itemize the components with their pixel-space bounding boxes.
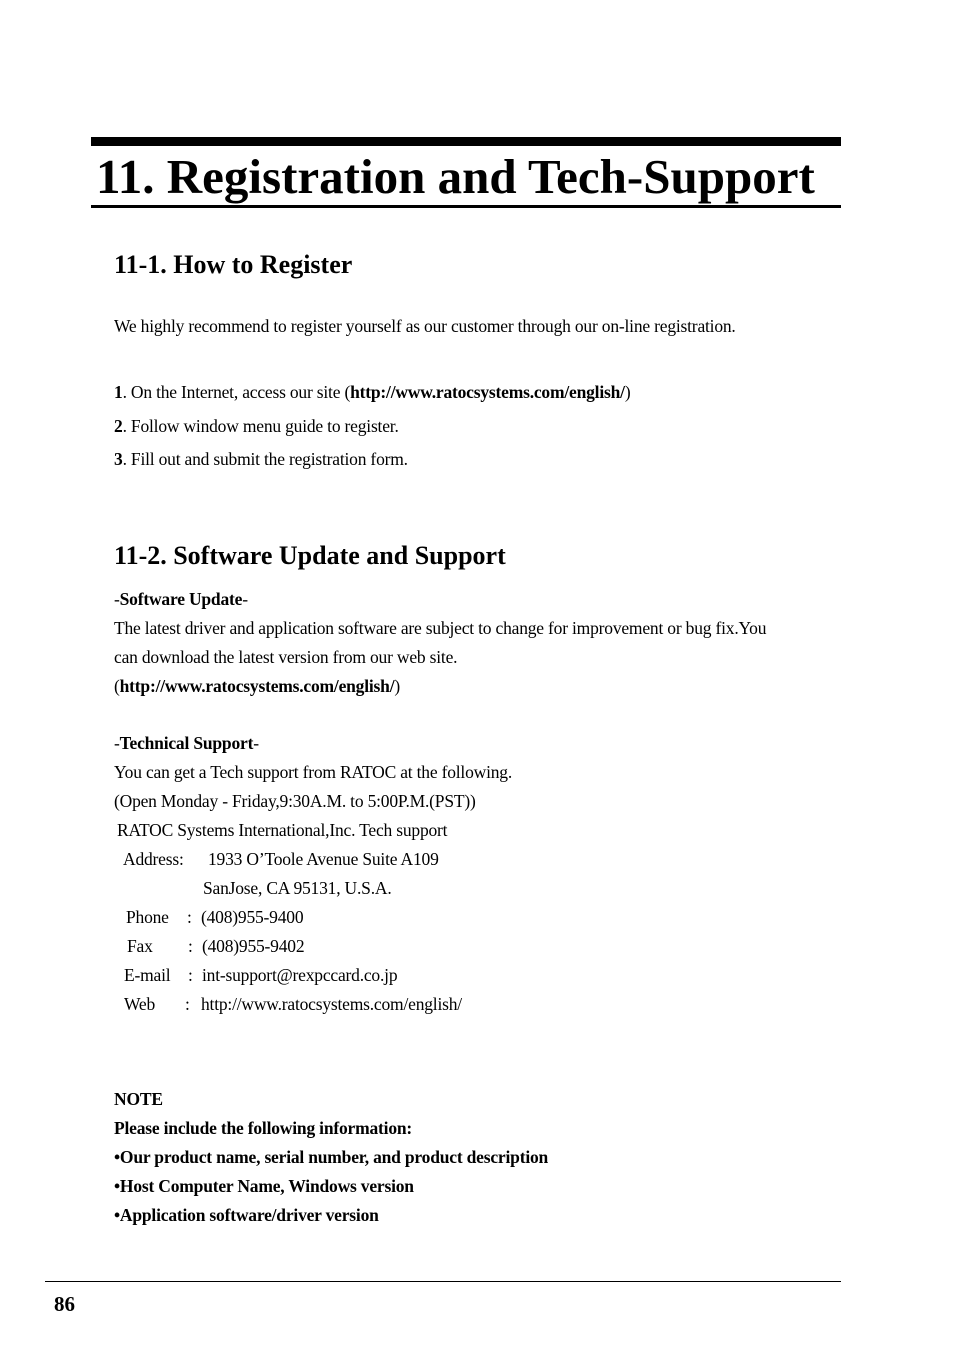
register-step-3	[114, 449, 408, 470]
chapter-title: 11. Registration and Tech-Support	[96, 149, 815, 204]
software-update-text-1: The latest driver and application software are subject to change for improvement or bug fix.You	[114, 618, 767, 638]
address-line-2: SanJose, CA 95131, U.S.A.	[203, 878, 392, 898]
step-text: . On the Internet, access our site (	[122, 382, 351, 402]
note-item: •Application software/driver version	[114, 1205, 379, 1225]
section-heading-how-to-register: 11-1. How to Register	[114, 250, 353, 279]
step-text: . Fill out and submit the registration form.	[122, 449, 408, 469]
software-update-label: -Software Update-	[114, 589, 248, 609]
page-number: 86	[54, 1292, 75, 1316]
email-value[interactable]: int-support@rexpccard.co.jp	[202, 965, 398, 985]
section-heading-software-update: 11-2. Software Update and Support	[114, 541, 506, 570]
support-email: E-mail : int-support@rexpccard.co.jp	[114, 961, 834, 990]
note-intro: Please include the following information:	[114, 1118, 413, 1138]
step-text: . Follow window menu guide to register.	[122, 416, 399, 436]
address-label: Address:	[123, 849, 184, 869]
note-block	[114, 1085, 548, 1230]
web-value[interactable]: http://www.ratocsystems.com/english/	[201, 994, 462, 1014]
footer-rule	[45, 1281, 841, 1282]
software-update-url-line: (http://www.ratocsystems.com/english/)	[114, 676, 401, 696]
support-hours: (Open Monday - Friday,9:30A.M. to 5:00P.M.(PST))	[114, 791, 476, 811]
phone-value: (408)955-9400	[201, 907, 304, 927]
register-step-1	[114, 382, 630, 403]
software-update-block	[114, 585, 766, 701]
phone-label: Phone	[126, 907, 169, 927]
registration-site-link[interactable]: http://www.ratocsystems.com/english/	[350, 382, 625, 402]
address-line-1: 1933 O’Toole Avenue Suite A109	[208, 849, 439, 869]
software-update-text-2: can download the latest version from our web site.	[114, 647, 458, 667]
support-phone: Phone : (408)955-9400	[114, 903, 834, 932]
email-label: E-mail	[124, 965, 171, 985]
step-number: 1	[114, 382, 123, 402]
chapter-underline-rule	[91, 205, 841, 208]
note-item: •Our product name, serial number, and product description	[114, 1147, 549, 1167]
fax-label: Fax	[127, 936, 153, 956]
note-title: NOTE	[114, 1089, 163, 1109]
step-number: 3	[114, 449, 123, 469]
chapter-top-rule	[91, 137, 841, 146]
support-address	[114, 845, 834, 874]
fax-value: (408)955-9402	[202, 936, 305, 956]
note-item: •Host Computer Name, Windows version	[114, 1176, 414, 1196]
support-text-1: You can get a Tech support from RATOC at the following.	[114, 762, 513, 782]
step-number: 2	[114, 416, 123, 436]
support-company: RATOC Systems International,Inc. Tech support	[117, 820, 448, 840]
technical-support-block	[114, 729, 834, 1019]
technical-support-label: -Technical Support-	[114, 733, 259, 753]
support-web: Web : http://www.ratocsystems.com/english/	[114, 990, 834, 1019]
web-label: Web	[124, 994, 156, 1014]
register-step-2	[114, 416, 399, 437]
support-fax: Fax : (408)955-9402	[114, 932, 834, 961]
register-intro: We highly recommend to register yourself as our customer through our on-line registration.	[114, 316, 736, 336]
step-text-close: )	[624, 382, 631, 402]
software-update-link[interactable]: http://www.ratocsystems.com/english/	[119, 676, 395, 696]
